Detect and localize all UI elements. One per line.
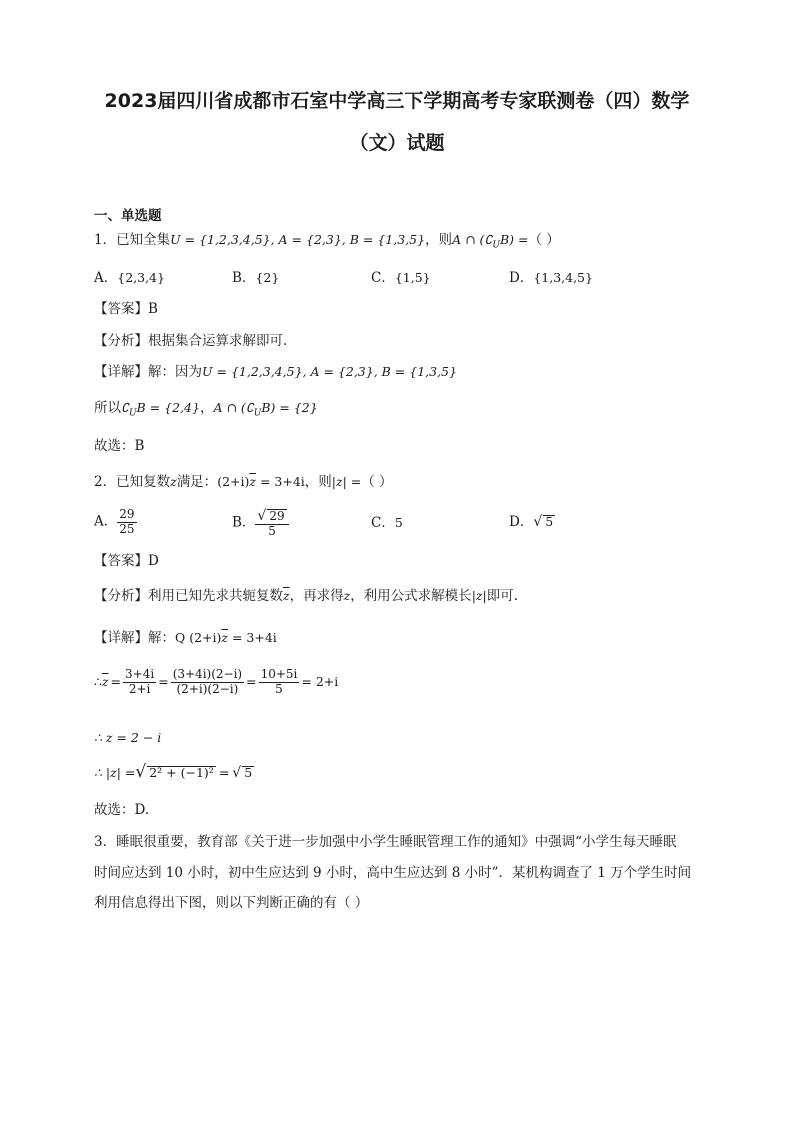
q1-stem-math: U = {1,2,3,4,5}, A = {2,3}, B = {1,3,5} (170, 232, 426, 247)
q1-detail: 【详解】解：因为U = {1,2,3,4,5}, A = {2,3}, B = {1,3,5} (94, 364, 457, 380)
q2-option-c[interactable]: C．5 (371, 515, 403, 531)
q1-option-a[interactable]: A．{2,3,4} (94, 270, 165, 286)
doc-title-line2: （文）试题 (349, 132, 445, 154)
q1-detail-line2: 所以$∁_UB = \{2,4\}$，A ∩ $(∁_UB) = \{2\}$ (94, 400, 318, 419)
q1-stem-blank: （ ） (528, 232, 560, 248)
q3-stem-line3: 利用信息得出下图，则以下判断正确的有（ ） (94, 895, 369, 911)
q2-choose: 故选：D. (94, 802, 150, 818)
q2-step3: ∴ |z| =√ 2² + (−1)² = √ 5 (94, 762, 253, 782)
q1-analysis: 【分析】根据集合运算求解即可. (94, 333, 288, 349)
q1-stem-math2: A ∩ (∁ (452, 232, 493, 247)
q2-answer: 【答案】D (94, 553, 159, 569)
q2-step1: $\therefore\overline{z}$ = $\frac{3+4i}{2+i}$ = $\frac{(3+4i)(2-i)}{(2+i)(2-i)}$ = $\frac{10+5i}{5}$ = 2+i (94, 667, 339, 696)
q1-stem-math3: B) = (499, 232, 529, 247)
q2-analysis: 【分析】利用已知先求共轭复数$\overline{z}$，再求得z，利用公式求解模长|z|即可. (94, 588, 518, 604)
q1-option-b[interactable]: B．{2} (232, 270, 280, 286)
q1-answer: 【答案】B (94, 301, 158, 317)
section-heading: 一、单选题 (94, 208, 162, 224)
q1-option-c[interactable]: C．{1,5} (371, 270, 431, 286)
q3-stem-line2: 时间应达到 10 小时，初中生应达到 9 小时，高中生应达到 8 小时”．某机构调查了 1 万个学生时间 (94, 865, 692, 881)
q2-option-a[interactable]: A． $\frac{29}{25}$ (94, 507, 135, 536)
q1-stem (94, 234, 560, 251)
q1-choose: 故选：B (94, 438, 145, 454)
q1-option-d[interactable]: D．{1,3,4,5} (509, 270, 593, 286)
q2-option-d[interactable]: D．√ 5 (509, 514, 554, 530)
q2-step2: ∴ z = 2 − i (94, 730, 162, 745)
doc-title-line1: 2023届四川省成都市石室中学高三下学期高考专家联测卷（四）数学 (104, 90, 690, 112)
q1-stem-text2: ，则 (425, 232, 453, 248)
q1-stem-sub: U (492, 240, 500, 251)
q2-option-b[interactable]: B． $\frac{√ 29}{5}$ (232, 508, 289, 539)
q1-stem-text: 1．已知全集 (94, 232, 171, 248)
q3-stem-line1: 3．睡眠很重要，教育部《关于进一步加强中小学生睡眠管理工作的通知》中强调“小学生每天睡眠 (94, 834, 677, 850)
q2-detail: 【详解】解：Q $(2+i)\overline{z} = 3+4i$ (94, 630, 277, 646)
q2-stem: 2．已知复数z满足：$(2+i)\overline{z} = 3+4i$，则|z| =（ ） (94, 474, 393, 490)
